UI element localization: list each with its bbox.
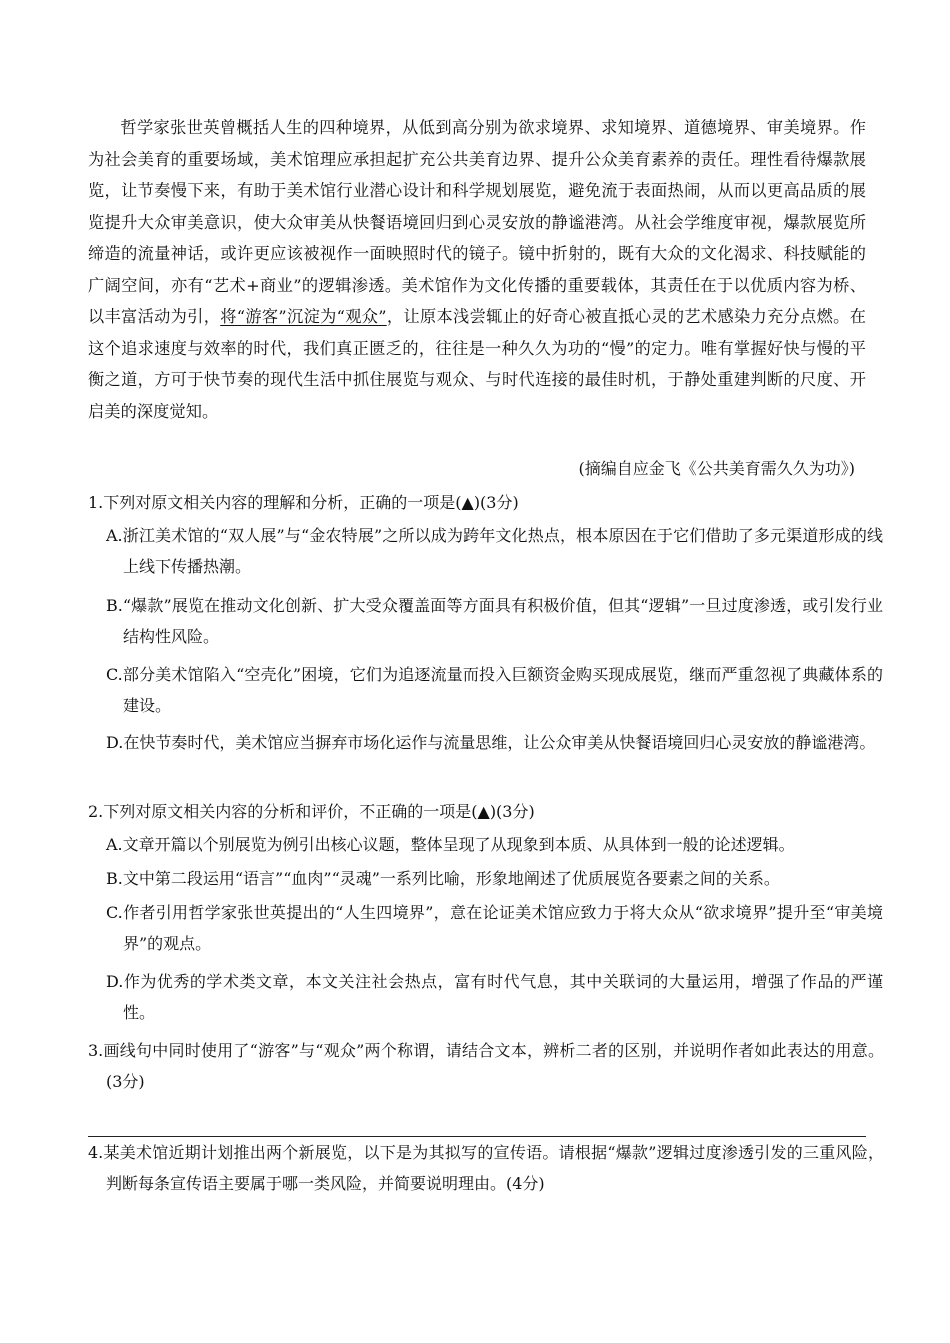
passage-text-after: ，让原本浅尝辄止的好奇心被直抵心灵的艺术感染力充分点燃。在这个追求速度与效率的时代，我们真正匮乏的，往往是一种久久为功的“慢”的定力。唯有掌握好快与慢的平衡之道，方可于快节奏的现代生活中抓住展览与观众、与时代连接的最佳时机，于静处重建判断的尺度、开启美的深度觉知。 (88, 307, 866, 421)
passage-text-before: 哲学家张世英曾概括人生的四种境界，从低到高分别为欲求境界、求知境界、道德境界、审美境界。作为社会美育的重要场域，美术馆理应承担起扩充公共美育边界、提升公众美育素养的责任。理性看待爆款展览，让节奏慢下来，有助于美术馆行业潜心设计和科学规划展览，避免流于表面热闹，从而以更高品质的展览提升大众审美意识，使大众审美从快餐语境回归到心灵安放的静谧港湾。从社会学维度审视，爆款展览所缔造的流量神话，或许更应该被视作一面映照时代的镜子。镜中折射的，既有大众的文化渴求、科技赋能的广阔空间，亦有“艺术+商业”的逻辑渗透。美术馆作为文化传播的重要载体，其责任在于以优质内容为桥、以丰富活动为引， (88, 118, 866, 326)
underlined-sentence: 将“游客”沉淀为“观众” (220, 307, 387, 326)
question-2-option-a: A.文章开篇以个别展览为例引出核心议题，整体呈现了从现象到本质、从具体到一般的论述逻辑。 (106, 835, 795, 854)
passage-source: (摘编自应金飞《公共美育需久久为功》) (578, 459, 855, 478)
question-2-option-b: B.文中第二段运用“语言”“血肉”“灵魂”一系列比喻，形象地阐述了优质展览各要素之间的关系。 (106, 869, 780, 888)
question-3-stem: 3.画线句中同时使用了“游客”与“观众”两个称谓，请结合文本，辨析二者的区别，并说明作者如此表达的用意。(3分) (88, 1041, 884, 1091)
question-1-option-d: D.在快节奏时代，美术馆应当摒弃市场化运作与流量思维，让公众审美从快餐语境回归心灵安放的静谧港湾。 (106, 733, 876, 752)
question-2-option-d: D.作为优秀的学术类文章，本文关注社会热点，富有时代气息，其中关联词的大量运用，增强了作品的严谨性。 (106, 972, 883, 1022)
question-2-stem: 2.下列对原文相关内容的分析和评价，不正确的一项是(▲)(3分) (88, 802, 535, 821)
question-4-stem: 4.某美术馆近期计划推出两个新展览，以下是为其拟写的宣传语。请根据“爆款”逻辑过度渗透引发的三重风险，判断每条宣传语主要属于哪一类风险，并简要说明理由。(4分) (88, 1143, 884, 1193)
question-2-option-c: C.作者引用哲学家张世英提出的“人生四境界”，意在论证美术馆应致力于将大众从“欲求境界”提升至“审美境界”的观点。 (106, 903, 883, 953)
question-1-option-c: C.部分美术馆陷入“空壳化”困境，它们为追逐流量而投入巨额资金购买现成展览，继而严重忽视了典藏体系的建设。 (106, 665, 883, 715)
question-1-stem: 1.下列对原文相关内容的理解和分析，正确的一项是(▲)(3分) (88, 493, 519, 512)
question-1-option-b: B.“爆款”展览在推动文化创新、扩大受众覆盖面等方面具有积极价值，但其“逻辑”一旦过度渗透，或引发行业结构性风险。 (106, 596, 883, 646)
passage-paragraph (88, 112, 866, 427)
question-1-option-a: A.浙江美术馆的“双人展”与“金农特展”之所以成为跨年文化热点，根本原因在于它们借助了多元渠道形成的线上线下传播热潮。 (106, 526, 883, 576)
